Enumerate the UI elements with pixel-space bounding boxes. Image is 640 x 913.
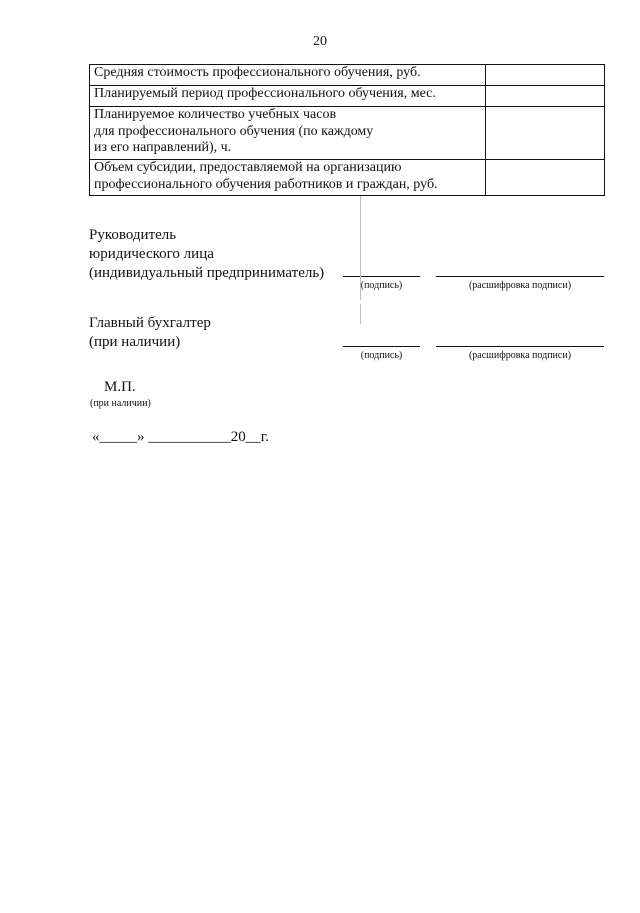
table-row bbox=[90, 160, 605, 196]
accountant-signature-line[interactable] bbox=[343, 346, 420, 347]
head-signature-line[interactable] bbox=[343, 276, 420, 277]
row-label-cell bbox=[90, 160, 486, 196]
row-value-cell bbox=[486, 65, 605, 86]
row-label-cell bbox=[90, 107, 486, 160]
accountant-signature-caption: (подпись) bbox=[360, 350, 403, 361]
head-signature-title: Руководитель юридического лица (индивидуальный предприниматель) bbox=[89, 227, 325, 281]
scan-artifact bbox=[360, 196, 361, 300]
row-value-cell bbox=[486, 160, 605, 196]
subsidy-table bbox=[89, 64, 605, 196]
stamp-label: М.П. bbox=[104, 379, 136, 395]
accountant-signature-title: Главный бухгалтер (при наличии) bbox=[89, 315, 211, 350]
table-row bbox=[90, 86, 605, 107]
row-label-cell bbox=[90, 86, 486, 107]
date-line[interactable]: «_____» ___________20__г. bbox=[92, 429, 269, 445]
accountant-decoding-line[interactable] bbox=[436, 346, 604, 347]
row-label: Средняя стоимость профессионального обучения, руб. bbox=[94, 65, 421, 80]
table-row bbox=[90, 107, 605, 160]
stamp-note: (при наличии) bbox=[90, 398, 151, 409]
row-label: Планируемый период профессионального обучения, мес. bbox=[94, 86, 436, 101]
scan-artifact bbox=[360, 304, 361, 324]
head-decoding-caption: (расшифровка подписи) bbox=[468, 280, 572, 291]
row-label: Объем субсидии, предоставляемой на организацию профессионального обучения работников и граждан, руб. bbox=[94, 160, 438, 192]
row-label: Планируемое количество учебных часов для профессионального обучения (по каждому из его направлений), ч. bbox=[94, 107, 374, 155]
head-decoding-line[interactable] bbox=[436, 276, 604, 277]
row-label-cell bbox=[90, 65, 486, 86]
table-row bbox=[90, 65, 605, 86]
row-value-cell bbox=[486, 86, 605, 107]
page-number: 20 bbox=[313, 34, 327, 49]
row-value-cell bbox=[486, 107, 605, 160]
head-signature-caption: (подпись) bbox=[360, 280, 403, 291]
accountant-decoding-caption: (расшифровка подписи) bbox=[468, 350, 572, 361]
